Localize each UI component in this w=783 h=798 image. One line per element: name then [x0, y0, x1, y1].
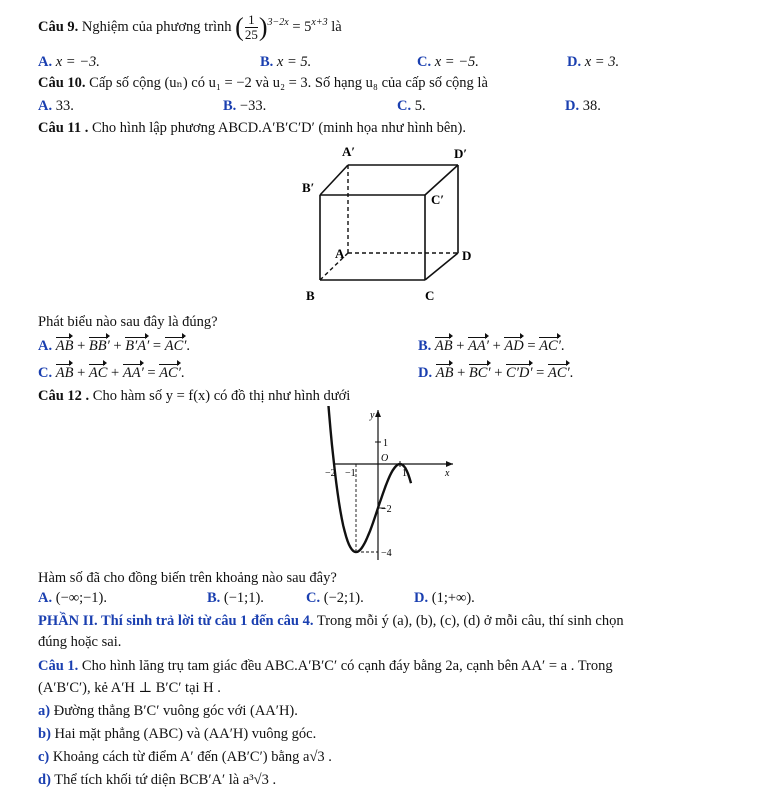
- q11-text: Cho hình lập phương ABCD.A′B′C′D′ (minh họa như hình bên).: [92, 120, 466, 136]
- part2-heading: [38, 611, 624, 631]
- q10-option-a[interactable]: A. 33.: [38, 98, 74, 114]
- cube-label-a: A: [335, 246, 345, 261]
- part2-item-b[interactable]: b) Hai mặt phẳng (ABC) và (AA′H) vuông góc.: [38, 726, 317, 742]
- q10-text: Cấp số cộng (uₙ) có u₁ = −2 và u₂ = 3. Số hạng u₈ của cấp số cộng là: [89, 75, 488, 91]
- q9-label: Câu 9.: [38, 18, 79, 35]
- q12-option-c[interactable]: C. (−2;1).: [306, 590, 364, 606]
- q11-option-b[interactable]: B. AB + AA′ + AD = AC′.: [418, 338, 565, 354]
- part2-q1-label: Câu 1.: [38, 658, 79, 674]
- q11-option-d[interactable]: D. AB + BC′ + C′D′ = AC′.: [418, 365, 574, 381]
- q9-tail: là: [331, 18, 342, 35]
- cube-figure: [290, 140, 490, 310]
- q9-option-a[interactable]: A. x = −3.: [38, 54, 100, 70]
- function-graph: [325, 406, 465, 566]
- q9-exp1: 3−2x: [267, 17, 289, 28]
- q12-text: Cho hàm số y = f(x) có đồ thị như hình dưới: [92, 388, 351, 404]
- graph-tick-xm2: −2: [325, 468, 336, 479]
- part2-q1-text: Cho hình lăng trụ tam giác đều ABC.A′B′C′ có cạnh đáy bằng 2a, cạnh bên AA′ = a . Trong: [81, 658, 613, 674]
- q12-option-a[interactable]: A. (−∞;−1).: [38, 590, 107, 606]
- part2-item-d[interactable]: d) Thể tích khối tứ diện BCB′A′ là a³√3 .: [38, 772, 277, 788]
- graph-label-y: y: [370, 410, 375, 421]
- q11-prompt: Phát biểu nào sau đây là đúng?: [38, 314, 218, 330]
- q11-stem: [38, 118, 466, 138]
- q9-option-b[interactable]: B. x = 5.: [260, 54, 312, 70]
- q9-text: Nghiệm của phương trình: [81, 18, 232, 35]
- part2-title: PHẦN II. Thí sinh trả lời từ câu 1 đến câu 4.: [38, 613, 314, 629]
- q12-option-d[interactable]: D. (1;+∞).: [414, 590, 475, 606]
- cube-label-d: D: [462, 248, 472, 263]
- q9-option-d[interactable]: D. x = 3.: [567, 54, 620, 70]
- part2-item-c[interactable]: c) Khoảng cách từ điểm A′ đến (AB′C′) bằng a√3 .: [38, 749, 332, 765]
- q9-option-c[interactable]: C. x = −5.: [417, 54, 479, 70]
- part2-item-a[interactable]: a) Đường thẳng B′C′ vuông góc với (AA′H).: [38, 703, 298, 719]
- q9-rhs: = 5: [292, 18, 312, 35]
- cube-label-c1: C′: [431, 192, 445, 207]
- part2-q1-text2: (A′B′C′), kẻ A′H ⊥ B′C′ tại H .: [38, 680, 221, 696]
- part2-title-line2: đúng hoặc sai.: [38, 634, 122, 650]
- cube-label-b1: B′: [302, 180, 315, 195]
- q9-frac-num: 1: [245, 13, 258, 28]
- q10-option-c[interactable]: C. 5.: [397, 98, 426, 114]
- q10-label: Câu 10.: [38, 75, 86, 91]
- graph-tick-x1: 1: [402, 468, 407, 479]
- graph-label-origin: O: [381, 453, 389, 464]
- part2-q1-stem: [38, 656, 613, 676]
- q12-stem: [38, 386, 350, 406]
- graph-tick-ym4: −4: [381, 548, 392, 559]
- q10-option-d[interactable]: D. 38.: [565, 98, 601, 114]
- cube-label-d1: D′: [454, 146, 468, 161]
- cube-label-a1: A′: [342, 144, 356, 159]
- cube-label-c: C: [425, 288, 435, 303]
- q9-stem: Câu 9. Nghiệm của phương trình ( $\frac{1}{25}$ )$^{3-2x} = 5^{x+3}$ là: [38, 12, 342, 42]
- q12-label: Câu 12 .: [38, 388, 90, 404]
- q9-exp2: x+3: [311, 17, 328, 28]
- q11-label: Câu 11 .: [38, 120, 89, 136]
- part2-title-rest: Trong mỗi ý (a), (b), (c), (d) ở mỗi câu, thí sinh chọn: [316, 613, 624, 629]
- q12-option-b[interactable]: B. (−1;1).: [207, 590, 264, 606]
- q11-option-c[interactable]: C. AB + AC + AA′ = AC′.: [38, 365, 185, 381]
- cube-label-b: B: [306, 288, 315, 303]
- q11-option-a[interactable]: A. AB + BB′ + B′A′ = AC′.: [38, 338, 191, 354]
- graph-tick-y1: 1: [383, 438, 388, 449]
- graph-tick-xm1: −1: [345, 468, 356, 479]
- q10-option-b[interactable]: B. −33.: [223, 98, 267, 114]
- q9-frac-den: 25: [244, 27, 258, 42]
- q12-prompt: Hàm số đã cho đồng biến trên khoảng nào sau đây?: [38, 570, 337, 586]
- graph-label-x: x: [445, 468, 450, 479]
- graph-tick-ym2: −2: [381, 504, 392, 515]
- q10-stem: [38, 73, 488, 93]
